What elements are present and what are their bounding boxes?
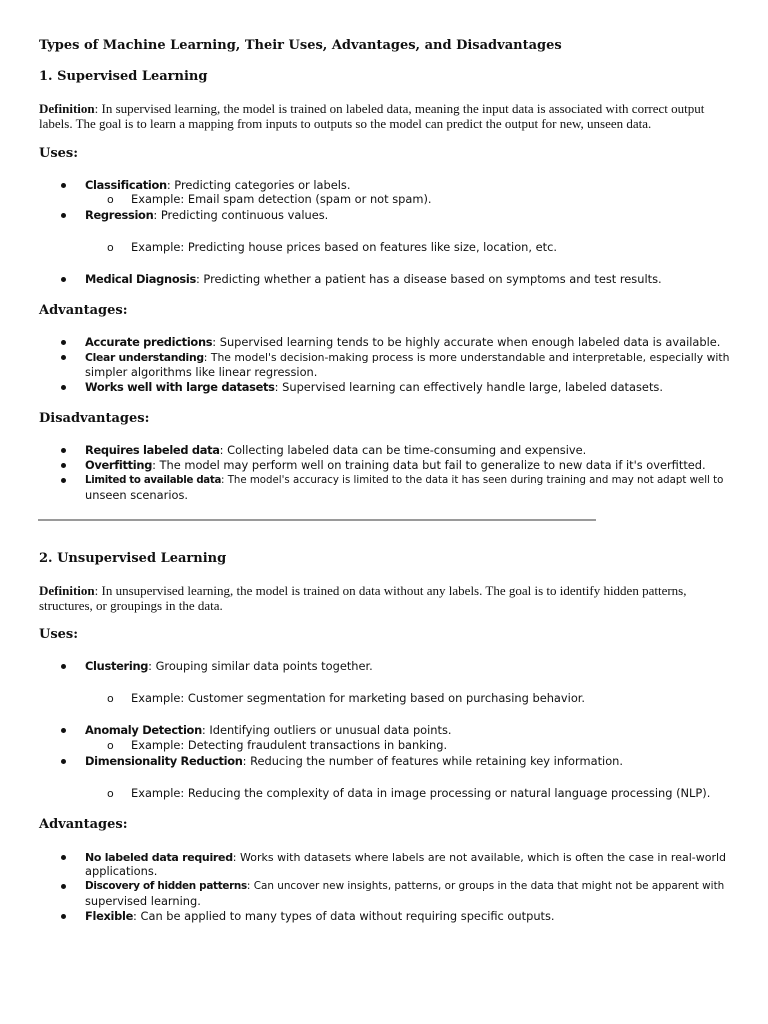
list-item — [85, 350, 730, 365]
sub-bullet-icon: o — [107, 739, 114, 752]
list-item — [85, 178, 350, 193]
sub-bullet-icon: o — [107, 692, 114, 705]
uses-heading: Uses: — [39, 627, 79, 642]
sub-bullet-icon: o — [107, 787, 114, 800]
list-item-desc: : Works with datasets where labels are not available, which is often the case in real-world — [232, 851, 727, 864]
bullet-icon — [59, 659, 67, 674]
list-item-desc: : Grouping similar data points together. — [148, 659, 373, 673]
list-item-desc: : The model's accuracy is limited to the data it has seen during training and may not adapt well to — [221, 475, 724, 486]
list-item-term: Accurate predictions — [85, 335, 213, 349]
list-item-term: Medical Diagnosis — [85, 272, 196, 286]
disadvantages-heading: Disadvantages: — [39, 411, 150, 426]
sub-list-item: Example: Customer segmentation for marketing based on purchasing behavior. — [131, 691, 586, 705]
list-item-term: Works well with large datasets — [85, 380, 275, 394]
bullet-icon — [59, 443, 67, 458]
list-item — [85, 380, 663, 395]
sub-bullet-icon: o — [107, 193, 114, 206]
sub-list-item: Example: Predicting house prices based on features like size, location, etc. — [131, 240, 557, 254]
definition-label: Definition — [39, 101, 95, 116]
list-item-desc: : Predicting categories or labels. — [166, 178, 351, 192]
bullet-icon — [59, 473, 67, 488]
list-item-desc: : The model may perform well on training data but fail to generalize to new data if it's overfitted. — [152, 458, 706, 472]
list-item-term: Classification — [85, 178, 167, 192]
bullet-icon — [59, 723, 67, 738]
list-item-term: Discovery of hidden patterns — [85, 880, 247, 892]
bullet-icon — [59, 335, 67, 350]
list-item — [85, 879, 724, 894]
list-item-desc: : Supervised learning tends to be highly accurate when enough labeled data is available. — [212, 335, 721, 349]
list-item-term: Dimensionality Reduction — [85, 754, 243, 768]
document-title: Types of Machine Learning, Their Uses, Advantages, and Disadvantages — [39, 38, 562, 53]
list-item — [85, 443, 586, 458]
list-item-term: No labeled data required — [85, 851, 233, 864]
bullet-icon — [59, 879, 67, 894]
list-item — [85, 272, 662, 287]
definition-text: : In unsupervised learning, the model is trained on data without any labels. The goal is to identify hidden patterns, structures, or groupings in the data. — [39, 583, 687, 613]
list-item-desc: : Predicting continuous values. — [153, 208, 329, 222]
sub-list-item: Example: Email spam detection (spam or not spam). — [131, 192, 432, 206]
list-item — [85, 723, 452, 738]
list-item-term: Overfitting — [85, 458, 153, 472]
list-item-desc: : Can uncover new insights, patterns, or groups in the data that might not be apparent with — [246, 880, 725, 892]
sub-bullet-icon: o — [107, 241, 114, 254]
list-item-desc: : Collecting labeled data can be time-consuming and expensive. — [219, 443, 587, 457]
list-item — [85, 909, 555, 924]
list-item-continuation: simpler algorithms like linear regression. — [85, 365, 318, 379]
list-item-continuation: unseen scenarios. — [85, 488, 189, 502]
bullet-icon — [59, 272, 67, 287]
bullet-icon — [59, 178, 67, 193]
bullet-icon — [59, 380, 67, 395]
definition-paragraph — [39, 583, 739, 613]
list-item-term: Requires labeled data — [85, 443, 220, 457]
list-item — [85, 335, 720, 350]
list-item — [85, 754, 623, 769]
list-item-term: Anomaly Detection — [85, 723, 202, 737]
list-item-desc: : Predicting whether a patient has a disease based on symptoms and test results. — [195, 272, 662, 286]
list-item — [85, 850, 726, 865]
list-item-desc: : Can be applied to many types of data without requiring specific outputs. — [133, 909, 555, 923]
list-item-continuation: supervised learning. — [85, 894, 201, 908]
definition-label: Definition — [39, 583, 95, 598]
list-item-term: Clustering — [85, 659, 149, 673]
list-item — [85, 473, 723, 488]
section-divider — [38, 519, 596, 521]
list-item-term: Limited to available data — [85, 475, 222, 486]
sub-list-item: Example: Reducing the complexity of data in image processing or natural language processing (NLP). — [131, 786, 711, 800]
list-item-desc: : Reducing the number of features while retaining key information. — [242, 754, 624, 768]
list-item-term: Regression — [85, 208, 154, 222]
bullet-icon — [59, 850, 67, 865]
list-item-desc: : Identifying outliers or unusual data points. — [201, 723, 452, 737]
bullet-icon — [59, 458, 67, 473]
bullet-icon — [59, 909, 67, 924]
list-item-desc: : Supervised learning can effectively handle large, labeled datasets. — [274, 380, 663, 394]
bullet-icon — [59, 754, 67, 769]
bullet-icon — [59, 350, 67, 365]
definition-text: : In supervised learning, the model is trained on labeled data, meaning the input data is associated with correct output labels. The goal is to learn a mapping from inputs to outputs so the model can predict the output for new, unseen data. — [39, 101, 705, 131]
list-item — [85, 659, 373, 674]
list-item-continuation: applications. — [85, 864, 158, 878]
bullet-icon — [59, 208, 67, 223]
advantages-heading: Advantages: — [39, 817, 128, 832]
list-item — [85, 208, 328, 223]
list-item-term: Clear understanding — [85, 351, 204, 364]
advantages-heading: Advantages: — [39, 303, 128, 318]
list-item-term: Flexible — [85, 909, 134, 923]
list-item-desc: : The model's decision-making process is more understandable and interpretable, especially with — [203, 351, 730, 364]
definition-paragraph — [39, 101, 739, 131]
section-heading-unsupervised: 2. Unsupervised Learning — [39, 551, 227, 566]
list-item — [85, 458, 706, 473]
uses-heading: Uses: — [39, 146, 79, 161]
section-heading-supervised: 1. Supervised Learning — [39, 69, 208, 84]
sub-list-item: Example: Detecting fraudulent transactions in banking. — [131, 738, 448, 752]
